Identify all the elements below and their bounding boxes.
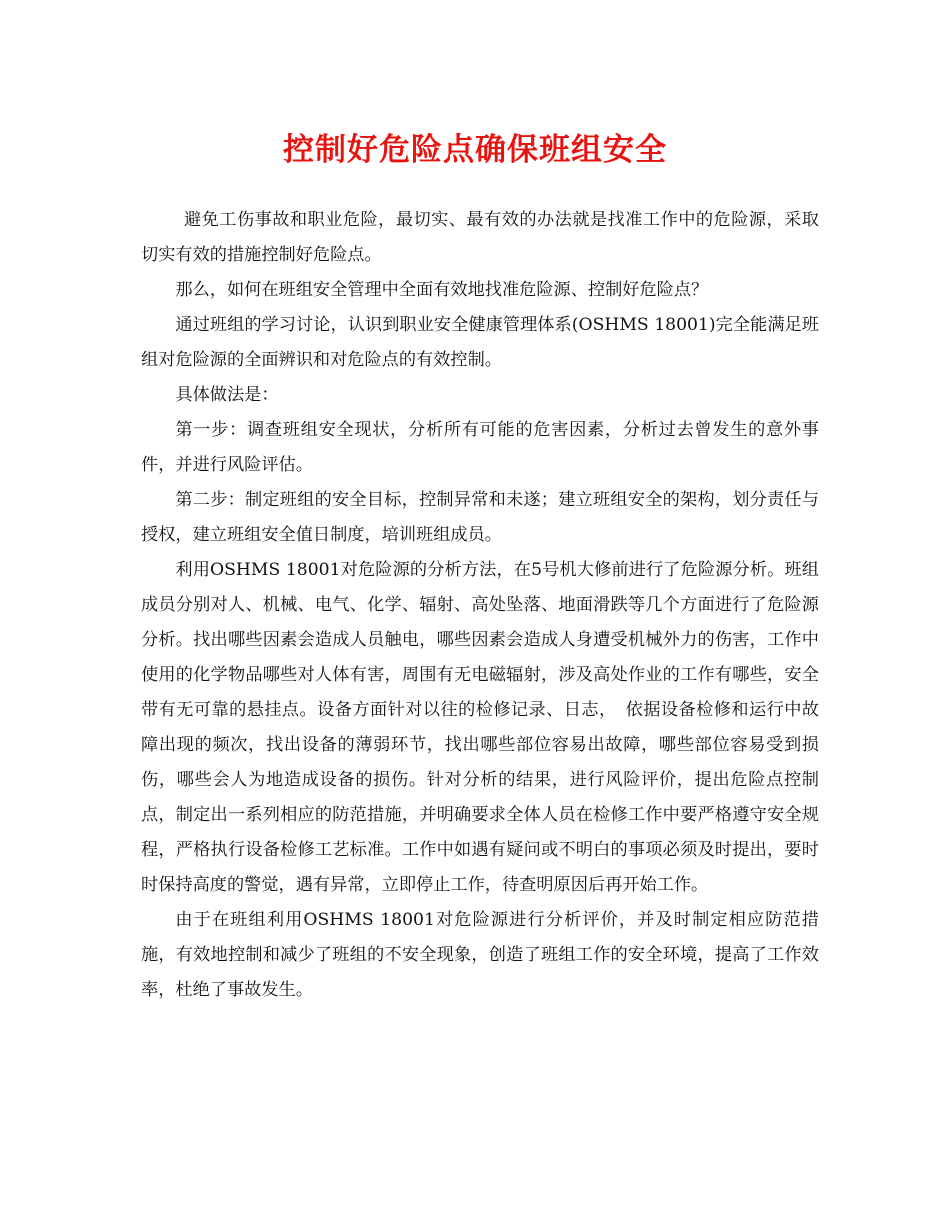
paragraph-4: 具体做法是：: [175, 385, 279, 405]
paragraph-3: 通过班组的学习讨论，认识到职业安全健康管理体系(OSHMS 18001)完全能满足班组对危险源的全面辨识和对危险点的有效控制。: [141, 315, 819, 370]
document-body: [141, 203, 819, 1008]
paragraph-7: 利用OSHMS 18001对危险源的分析方法，在5号机大修前进行了危险源分析。班组成员分别对人、机械、电气、化学、辐射、高处坠落、地面滑跌等几个方面进行了危险源分析。找出哪些因素会造成人员触电，哪些因素会造成人身遭受机械外力的伤害，工作中使用的化学物品哪些对人体有害，周围有无电磁辐射，涉及高处作业的工作有哪些，安全带有无可靠的悬挂点。设备方面针对以往的检修记录、日志， 依据设备检修和运行中故障出现的频次，找出设备的薄弱环节，找出哪些部位容易出故障，哪些部位容易受到损伤，哪些会人为地造成设备的损伤。针对分析的结果，进行风险评价，提出危险点控制点，制定出一系列相应的防范措施，并明确要求全体人员在检修工作中要严格遵守安全规程，严格执行设备检修工艺标准。工作中如遇有疑问或不明白的事项必须及时提出，要时时保持高度的警觉，遇有异常，立即停止工作，待查明原因后再开始工作。: [141, 560, 819, 895]
paragraph-8: 由于在班组利用OSHMS 18001对危险源进行分析评价，并及时制定相应防范措施，有效地控制和减少了班组的不安全现象，创造了班组工作的安全环境，提高了工作效率，杜绝了事故发生。: [141, 910, 819, 1000]
paragraph-5: 第一步：调查班组安全现状，分析所有可能的危害因素，分析过去曾发生的意外事件，并进行风险评估。: [141, 420, 819, 475]
paragraph-6: 第二步：制定班组的安全目标，控制异常和未遂；建立班组安全的架构，划分责任与授权，建立班组安全值日制度，培训班组成员。: [141, 490, 819, 545]
document-title: 控制好危险点确保班组安全: [283, 132, 667, 168]
paragraph-2: 那么，如何在班组安全管理中全面有效地找准危险源、控制好危险点？: [175, 280, 709, 300]
paragraph-1: 避免工伤事故和职业危险，最切实、最有效的办法就是找准工作中的危险源，采取切实有效的措施控制好危险点。: [141, 210, 819, 265]
